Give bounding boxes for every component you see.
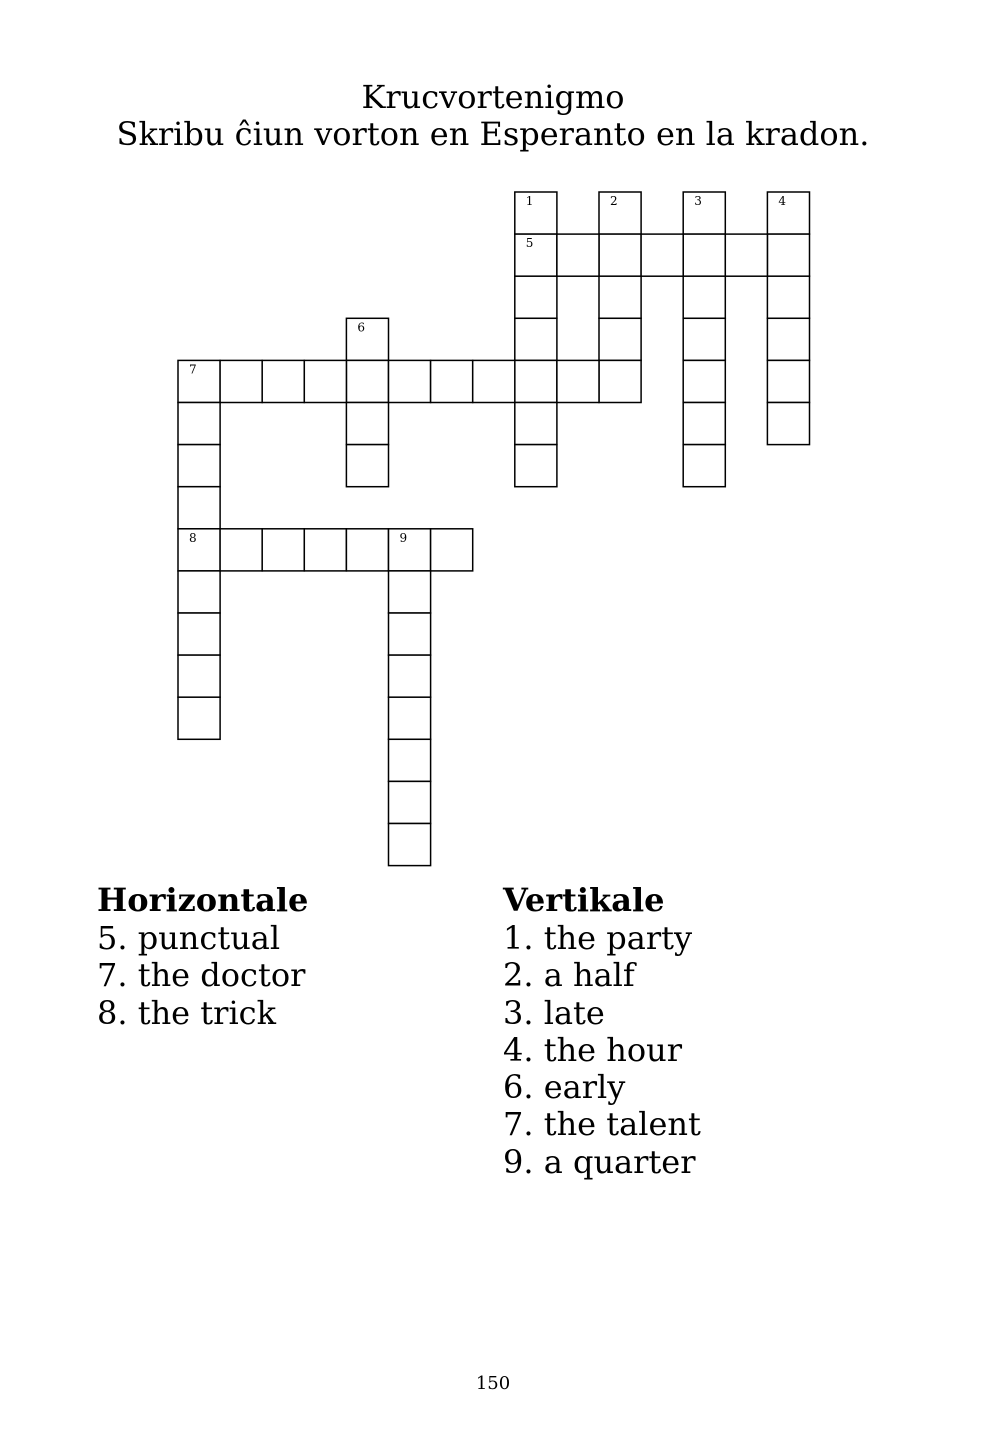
grid-cell[interactable] — [346, 318, 388, 360]
down-clues — [503, 880, 701, 1181]
grid-cell[interactable] — [178, 529, 220, 571]
page-number: 150 — [475, 1373, 511, 1394]
grid-cell[interactable] — [683, 403, 725, 445]
grid-cell[interactable] — [557, 234, 599, 276]
grid-cell[interactable] — [599, 360, 641, 402]
grid-cell[interactable] — [178, 487, 220, 529]
grid-cell[interactable] — [515, 192, 557, 234]
puzzle-title: Krucvortenigmo — [361, 78, 625, 116]
grid-cell[interactable] — [389, 529, 431, 571]
grid-cell[interactable] — [389, 360, 431, 402]
grid-cell[interactable] — [389, 824, 431, 866]
cell-number: 5 — [525, 236, 534, 251]
grid-cell[interactable] — [431, 529, 473, 571]
grid-cell[interactable] — [346, 360, 388, 402]
grid-cell[interactable] — [515, 445, 557, 487]
across-heading: Horizontale — [97, 881, 309, 919]
grid-cell[interactable] — [262, 529, 304, 571]
grid-cell[interactable] — [304, 529, 346, 571]
grid-cell[interactable] — [389, 697, 431, 739]
cell-number: 7 — [189, 362, 197, 377]
grid-cell[interactable] — [389, 571, 431, 613]
down-clue: 7. the talent — [503, 1105, 701, 1144]
grid-cell[interactable] — [641, 234, 683, 276]
across-clues — [97, 880, 308, 1032]
grid-cell[interactable] — [683, 445, 725, 487]
grid-cell[interactable] — [683, 276, 725, 318]
grid-cell[interactable] — [515, 360, 557, 402]
cell-number: 2 — [610, 194, 618, 208]
grid-cell[interactable] — [431, 360, 473, 402]
down-clue: 2. a half — [503, 956, 635, 995]
cell-number: 4 — [778, 194, 787, 208]
grid-cell[interactable] — [473, 360, 515, 402]
cell-number: 3 — [694, 194, 702, 208]
grid-cell[interactable] — [599, 318, 641, 360]
grid-cell[interactable] — [389, 739, 431, 781]
grid-cell[interactable] — [767, 318, 809, 360]
grid-cell[interactable] — [346, 529, 388, 571]
grid-cell[interactable] — [262, 360, 304, 402]
puzzle-instruction: Skribu ĉiun vorton en Esperanto en la kradon. — [116, 115, 870, 153]
cell-number: 9 — [399, 530, 408, 545]
grid-cell[interactable] — [599, 276, 641, 318]
grid-cell[interactable] — [515, 318, 557, 360]
grid-cell[interactable] — [220, 529, 262, 571]
cell-number: 8 — [189, 530, 197, 545]
grid-cell[interactable] — [178, 360, 220, 402]
grid-cell[interactable] — [683, 192, 725, 234]
down-clue: 1. the party — [503, 919, 693, 957]
grid-cell[interactable] — [389, 655, 431, 697]
down-clue: 3. late — [503, 993, 605, 1032]
down-clue: 6. early — [503, 1068, 626, 1107]
grid-cell[interactable] — [178, 613, 220, 655]
grid-cell[interactable] — [767, 234, 809, 276]
grid-cell[interactable] — [178, 571, 220, 613]
grid-cell[interactable] — [767, 192, 809, 234]
grid-cell[interactable] — [557, 360, 599, 402]
grid-cell[interactable] — [683, 360, 725, 402]
cell-number: 1 — [525, 194, 534, 208]
grid-cell[interactable] — [178, 445, 220, 487]
grid-cell[interactable] — [683, 318, 725, 360]
grid-cell[interactable] — [767, 403, 809, 445]
grid-cell[interactable] — [767, 360, 809, 402]
grid-cell[interactable] — [683, 234, 725, 276]
grid-cell[interactable] — [304, 360, 346, 402]
cell-number: 6 — [357, 320, 366, 335]
grid-cell[interactable] — [178, 403, 220, 445]
grid-cell[interactable] — [178, 655, 220, 697]
grid-cell[interactable] — [515, 403, 557, 445]
grid-cell[interactable] — [767, 276, 809, 318]
grid-cell[interactable] — [515, 234, 557, 276]
grid-cell[interactable] — [389, 781, 431, 823]
down-clue: 9. a quarter — [503, 1142, 696, 1181]
grid-cell[interactable] — [599, 234, 641, 276]
across-clue: 8. the trick — [97, 993, 276, 1032]
grid-cell[interactable] — [389, 613, 431, 655]
across-clue: 5. punctual — [97, 919, 281, 957]
across-clue: 7. the doctor — [97, 956, 306, 995]
grid-cell[interactable] — [220, 360, 262, 402]
down-clue: 4. the hour — [503, 1030, 683, 1069]
grid-cell[interactable] — [346, 403, 388, 445]
grid-cell[interactable] — [346, 445, 388, 487]
grid-cell[interactable] — [515, 276, 557, 318]
grid-cell[interactable] — [725, 234, 767, 276]
down-heading: Vertikale — [503, 881, 665, 919]
grid-cell[interactable] — [178, 697, 220, 739]
grid-cell[interactable] — [599, 192, 641, 234]
